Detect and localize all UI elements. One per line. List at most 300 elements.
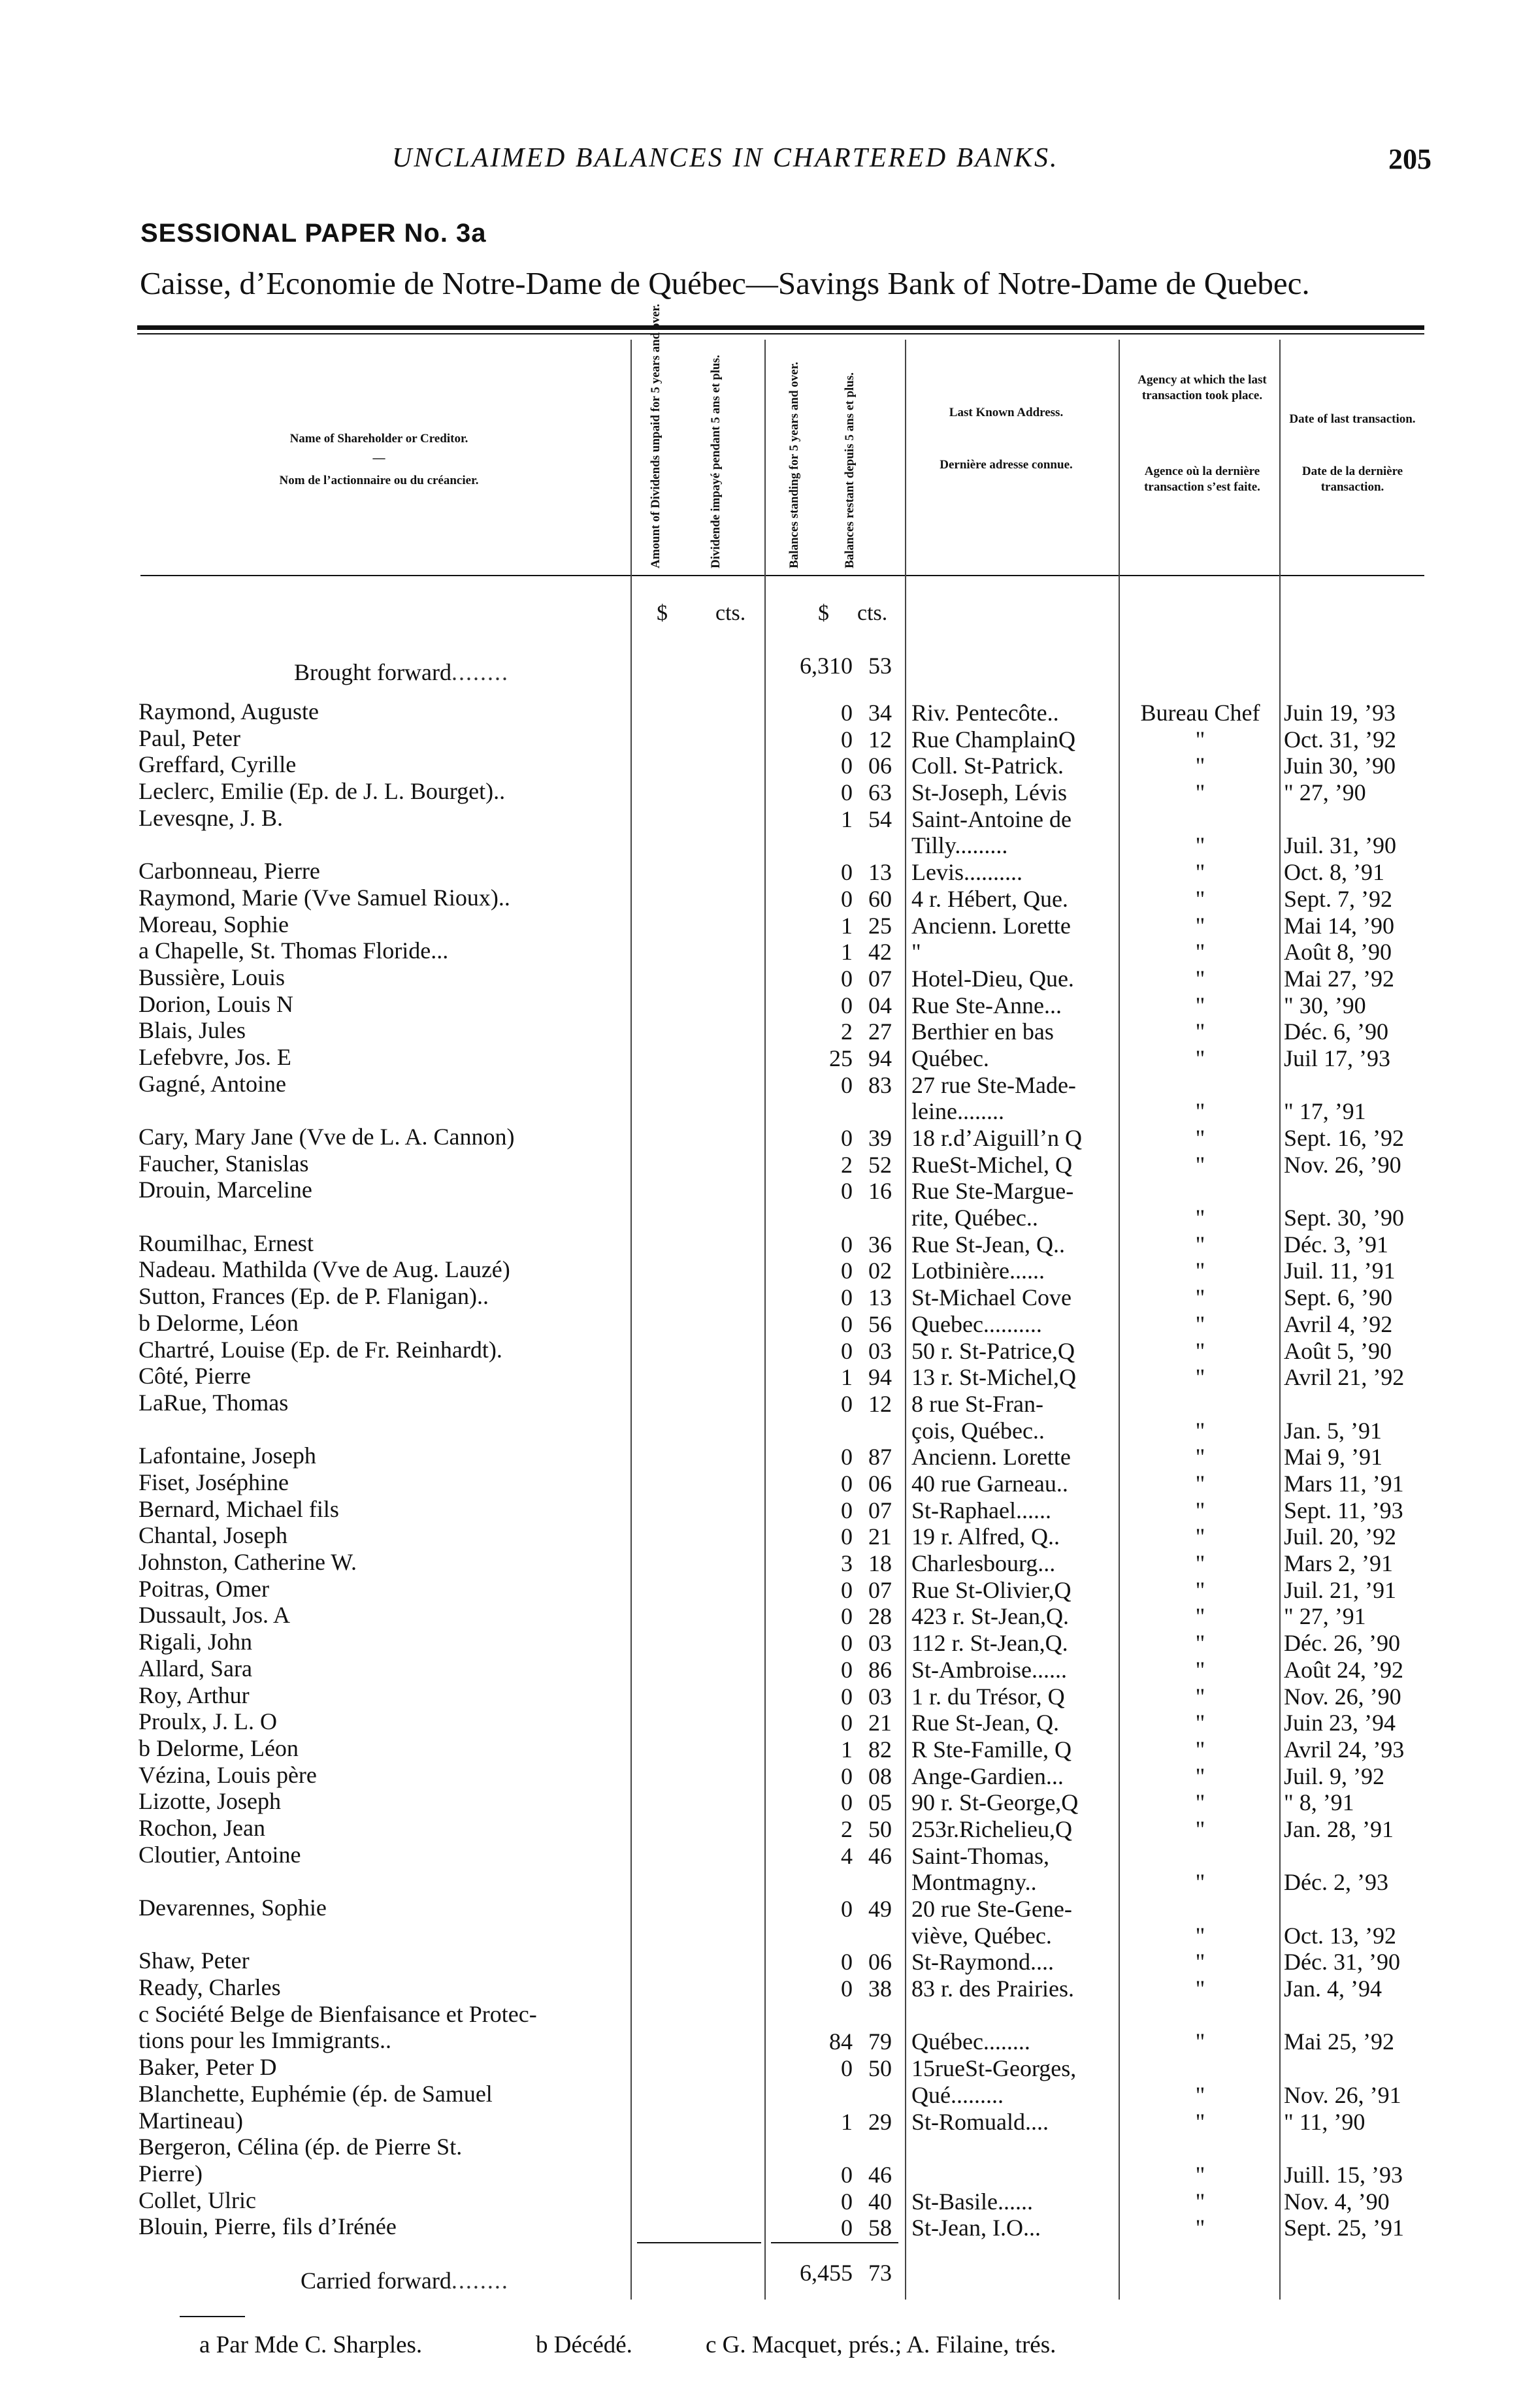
row-balance-dollars: 2 bbox=[841, 1816, 853, 1842]
row-name: Chantal, Joseph bbox=[139, 1522, 287, 1548]
row-date: Avril 21, ’92 bbox=[1284, 1364, 1405, 1390]
row-date: Jan. 5, ’91 bbox=[1284, 1418, 1382, 1444]
row-name: Johnston, Catherine W. bbox=[139, 1549, 357, 1575]
row-balance-cents: 56 bbox=[868, 1311, 892, 1337]
row-name: Carbonneau, Pierre bbox=[139, 858, 320, 884]
row-balance-cents: 21 bbox=[868, 1710, 892, 1736]
row-address: RueSt-Michel, Q bbox=[911, 1152, 1072, 1178]
row-agency: " bbox=[1195, 1550, 1205, 1576]
row-agency: " bbox=[1195, 2082, 1205, 2108]
row-agency: " bbox=[1195, 1577, 1205, 1603]
row-address: Montmagny.. bbox=[911, 1869, 1037, 1895]
row-balance-cents: 83 bbox=[868, 1072, 892, 1098]
row-date: Avril 4, ’92 bbox=[1284, 1311, 1393, 1337]
row-date: Déc. 3, ’91 bbox=[1284, 1231, 1388, 1258]
row-name: Lizotte, Joseph bbox=[139, 1788, 281, 1814]
row-name: Bergeron, Célina (ép. de Pierre St. bbox=[139, 2134, 463, 2160]
row-date: Juil. 11, ’91 bbox=[1284, 1258, 1396, 1284]
row-address: Québec. bbox=[911, 1045, 989, 1071]
header-name-sep: — bbox=[372, 451, 385, 465]
row-agency: " bbox=[1195, 2162, 1205, 2188]
row-date: Oct. 31, ’92 bbox=[1284, 726, 1396, 753]
header-name-fr: Nom de l’actionnaire ou du créancier. bbox=[279, 474, 479, 487]
row-name: Lafontaine, Joseph bbox=[139, 1442, 316, 1469]
row-balance-dollars: 84 bbox=[829, 2028, 853, 2055]
row-balance-cents: 60 bbox=[868, 886, 892, 912]
row-balance-dollars: 0 bbox=[841, 1338, 853, 1364]
row-address: Quebec.......... bbox=[911, 1311, 1042, 1337]
row-balance-dollars: 0 bbox=[841, 1603, 853, 1629]
row-name: Dussault, Jos. A bbox=[139, 1602, 291, 1628]
row-balance-dollars: 0 bbox=[841, 726, 853, 753]
row-address: viève, Québec. bbox=[911, 1923, 1052, 1949]
col-divider-address bbox=[1119, 340, 1120, 2300]
row-agency: " bbox=[1195, 753, 1205, 779]
footnote-b: b Décédé. bbox=[536, 2332, 632, 2358]
row-address: Rue St-Jean, Q.. bbox=[911, 1231, 1065, 1258]
row-balance-cents: 58 bbox=[868, 2215, 892, 2241]
row-date: Sept. 16, ’92 bbox=[1284, 1125, 1404, 1151]
row-agency: " bbox=[1195, 886, 1205, 912]
row-name: Ready, Charles bbox=[139, 1974, 281, 2000]
row-address: Ancienn. Lorette bbox=[911, 1444, 1071, 1470]
row-name: Raymond, Marie (Vve Samuel Rioux).. bbox=[139, 885, 510, 911]
row-balance-dollars: 0 bbox=[841, 1391, 853, 1417]
row-balance-cents: 12 bbox=[868, 1391, 892, 1417]
row-balance-cents: 07 bbox=[868, 966, 892, 992]
row-name: Shaw, Peter bbox=[139, 1947, 250, 1974]
row-balance-cents: 52 bbox=[868, 1152, 892, 1178]
row-balance-cents: 94 bbox=[868, 1045, 892, 1071]
row-agency: " bbox=[1195, 2188, 1205, 2215]
row-name: Greffard, Cyrille bbox=[139, 751, 297, 777]
row-agency: " bbox=[1195, 1152, 1205, 1178]
row-balance-cents: 50 bbox=[868, 1816, 892, 1842]
row-balance-dollars: 0 bbox=[841, 1311, 853, 1337]
sessional-paper: SESSIONAL PAPER No. 3a bbox=[140, 219, 487, 248]
col-divider-agency bbox=[1279, 340, 1281, 2300]
row-address: Riv. Pentecôte.. bbox=[911, 700, 1059, 726]
carried-forward-dollars: 6,455 bbox=[800, 2260, 853, 2286]
row-address: St-Ambroise...... bbox=[911, 1657, 1067, 1683]
brought-forward-cents: 53 bbox=[868, 653, 892, 679]
col-divider-dividends bbox=[764, 340, 766, 2300]
row-address: 4 r. Hébert, Que. bbox=[911, 886, 1068, 912]
row-address: 15rueSt-Georges, bbox=[911, 2055, 1077, 2081]
row-name: Bernard, Michael fils bbox=[139, 1496, 339, 1522]
row-balance-dollars: 0 bbox=[841, 1125, 853, 1151]
row-name: Devarennes, Sophie bbox=[139, 1895, 327, 1921]
row-address: 8 rue St-Fran- bbox=[911, 1391, 1043, 1417]
row-date: Oct. 13, ’92 bbox=[1284, 1923, 1396, 1949]
row-balance-dollars: 1 bbox=[841, 806, 853, 832]
row-agency: " bbox=[1195, 832, 1205, 858]
row-balance-dollars: 0 bbox=[841, 2188, 853, 2215]
row-date: Mai 27, ’92 bbox=[1284, 966, 1394, 992]
row-balance-dollars: 0 bbox=[841, 1949, 853, 1975]
row-balance-cents: 36 bbox=[868, 1231, 892, 1258]
row-name: Levesqne, J. B. bbox=[139, 805, 283, 831]
row-address: 13 r. St-Michel,Q bbox=[911, 1364, 1076, 1390]
row-balance-dollars: 0 bbox=[841, 966, 853, 992]
row-balance-dollars: 0 bbox=[841, 700, 853, 726]
row-balance-cents: 06 bbox=[868, 753, 892, 779]
row-balance-cents: 63 bbox=[868, 779, 892, 805]
row-agency: " bbox=[1195, 1311, 1205, 1337]
row-balance-cents: 02 bbox=[868, 1258, 892, 1284]
row-name: Blanchette, Euphémie (ép. de Samuel bbox=[139, 2081, 493, 2107]
row-date: Jan. 4, ’94 bbox=[1284, 1976, 1382, 2002]
header-address-en: Last Known Address. bbox=[949, 406, 1064, 419]
row-balance-dollars: 0 bbox=[841, 1763, 853, 1789]
row-agency: " bbox=[1195, 2028, 1205, 2055]
table-top-rule bbox=[137, 325, 1424, 330]
row-agency: " bbox=[1195, 1869, 1205, 1895]
row-agency: " bbox=[1195, 2215, 1205, 2241]
row-date: Juin 19, ’93 bbox=[1284, 700, 1396, 726]
row-agency: " bbox=[1195, 992, 1205, 1018]
header-date-fr: Date de la dernière transaction. bbox=[1301, 464, 1403, 494]
row-name: Proulx, J. L. O bbox=[139, 1708, 278, 1734]
row-balance-cents: 25 bbox=[868, 913, 892, 939]
row-agency: " bbox=[1195, 966, 1205, 992]
row-name: b Delorme, Léon bbox=[139, 1735, 299, 1761]
row-agency: " bbox=[1195, 1763, 1205, 1789]
row-date: Avril 24, ’93 bbox=[1284, 1736, 1405, 1763]
row-name: Rochon, Jean bbox=[139, 1815, 265, 1841]
row-balance-cents: 16 bbox=[868, 1178, 892, 1204]
row-name: Rigali, John bbox=[139, 1629, 253, 1655]
row-balance-dollars: 1 bbox=[841, 2109, 853, 2135]
row-date: Déc. 6, ’90 bbox=[1284, 1018, 1388, 1045]
row-balance-dollars: 4 bbox=[841, 1843, 853, 1869]
row-date: " 17, ’91 bbox=[1284, 1098, 1366, 1124]
row-date: Déc. 2, ’93 bbox=[1284, 1869, 1388, 1895]
row-balance-cents: 03 bbox=[868, 1630, 892, 1656]
row-agency: " bbox=[1195, 859, 1205, 885]
row-name: tions pour les Immigrants.. bbox=[139, 2027, 391, 2053]
row-balance-dollars: 0 bbox=[841, 753, 853, 779]
row-date: Août 5, ’90 bbox=[1284, 1338, 1392, 1364]
row-balance-dollars: 0 bbox=[841, 2162, 853, 2188]
row-balance-cents: 49 bbox=[868, 1896, 892, 1922]
row-date: Sept. 11, ’93 bbox=[1284, 1497, 1403, 1523]
row-date: Mars 2, ’91 bbox=[1284, 1550, 1393, 1576]
row-agency: " bbox=[1195, 1976, 1205, 2002]
row-balance-dollars: 0 bbox=[841, 1231, 853, 1258]
row-agency: " bbox=[1195, 939, 1205, 965]
brought-forward-dollars: 6,310 bbox=[800, 653, 853, 679]
row-address: 27 rue Ste-Made- bbox=[911, 1072, 1076, 1098]
row-balance-cents: 86 bbox=[868, 1657, 892, 1683]
row-balance-dollars: 0 bbox=[841, 859, 853, 885]
row-agency: " bbox=[1195, 913, 1205, 939]
row-balance-cents: 03 bbox=[868, 1684, 892, 1710]
header-dividends-en: Amount of Dividends unpaid for 5 years and over. bbox=[649, 304, 663, 568]
row-balance-dollars: 0 bbox=[841, 1178, 853, 1204]
row-address: 40 rue Garneau.. bbox=[911, 1471, 1068, 1497]
row-balance-dollars: 0 bbox=[841, 2215, 853, 2241]
row-balance-cents: 07 bbox=[868, 1577, 892, 1603]
col-divider-balances bbox=[905, 340, 906, 2300]
row-agency: " bbox=[1195, 1630, 1205, 1656]
row-address: Rue ChamplainQ bbox=[911, 726, 1075, 753]
row-address: leine........ bbox=[911, 1098, 1004, 1124]
row-balance-cents: 08 bbox=[868, 1763, 892, 1789]
row-address: çois, Québec.. bbox=[911, 1418, 1045, 1444]
row-agency: " bbox=[1195, 1205, 1205, 1231]
row-balance-cents: 38 bbox=[868, 1976, 892, 2002]
row-balance-cents: 28 bbox=[868, 1603, 892, 1629]
row-address: Hotel-Dieu, Que. bbox=[911, 966, 1074, 992]
row-date: " 27, ’91 bbox=[1284, 1603, 1366, 1629]
row-name: Allard, Sara bbox=[139, 1655, 252, 1682]
row-balance-dollars: 1 bbox=[841, 939, 853, 965]
row-balance-dollars: 0 bbox=[841, 886, 853, 912]
row-balance-cents: 27 bbox=[868, 1018, 892, 1045]
row-date: Nov. 4, ’90 bbox=[1284, 2188, 1390, 2215]
row-date: Mai 25, ’92 bbox=[1284, 2028, 1394, 2055]
header-address-fr: Dernière adresse connue. bbox=[940, 458, 1073, 472]
row-balance-cents: 40 bbox=[868, 2188, 892, 2215]
row-balance-cents: 03 bbox=[868, 1338, 892, 1364]
row-date: Jan. 28, ’91 bbox=[1284, 1816, 1394, 1842]
row-name: Pierre) bbox=[139, 2160, 203, 2187]
row-address: 90 r. St-George,Q bbox=[911, 1789, 1079, 1815]
footnote-c: c G. Macquet, prés.; A. Filaine, trés. bbox=[706, 2332, 1056, 2358]
row-name: Martineau) bbox=[139, 2107, 243, 2134]
carried-rule-balances bbox=[771, 2242, 898, 2243]
row-agency: " bbox=[1195, 1684, 1205, 1710]
row-agency: " bbox=[1195, 2109, 1205, 2135]
row-name: Fiset, Joséphine bbox=[139, 1469, 289, 1495]
row-name: Blais, Jules bbox=[139, 1017, 246, 1043]
row-balance-dollars: 1 bbox=[841, 1736, 853, 1763]
row-address: 18 r.d’Aiguill’n Q bbox=[911, 1125, 1082, 1151]
header-agency-en: Agency at which the last transaction took place. bbox=[1137, 373, 1267, 402]
row-name: Collet, Ulric bbox=[139, 2187, 256, 2213]
row-date: Nov. 26, ’90 bbox=[1284, 1152, 1401, 1178]
row-address: Québec........ bbox=[911, 2028, 1030, 2055]
row-balance-cents: 13 bbox=[868, 859, 892, 885]
row-balance-cents: 34 bbox=[868, 700, 892, 726]
row-agency: " bbox=[1195, 1125, 1205, 1151]
row-address: R Ste-Famille, Q bbox=[911, 1736, 1072, 1763]
row-name: Raymond, Auguste bbox=[139, 698, 319, 724]
row-balance-dollars: 0 bbox=[841, 1284, 853, 1310]
row-agency: " bbox=[1195, 1045, 1205, 1071]
row-balance-dollars: 0 bbox=[841, 1710, 853, 1736]
row-balance-cents: 06 bbox=[868, 1471, 892, 1497]
row-agency: " bbox=[1195, 1018, 1205, 1045]
row-date: Sept. 6, ’90 bbox=[1284, 1284, 1392, 1310]
row-address: Levis.......... bbox=[911, 859, 1023, 885]
row-address: Tilly......... bbox=[911, 832, 1008, 858]
row-agency: " bbox=[1195, 1284, 1205, 1310]
footnote-rule bbox=[180, 2316, 245, 2317]
row-address: St-Joseph, Lévis bbox=[911, 779, 1067, 805]
row-name: Vézina, Louis père bbox=[139, 1762, 317, 1788]
row-name: Nadeau. Mathilda (Vve de Aug. Lauzé) bbox=[139, 1256, 510, 1282]
row-agency: " bbox=[1195, 1923, 1205, 1949]
row-name: Roumilhac, Ernest bbox=[139, 1230, 314, 1256]
row-address: " bbox=[911, 939, 921, 965]
row-balance-dollars: 1 bbox=[841, 913, 853, 939]
row-agency: " bbox=[1195, 1364, 1205, 1390]
row-address: Berthier en bas bbox=[911, 1018, 1054, 1045]
row-date: Mars 11, ’91 bbox=[1284, 1471, 1404, 1497]
row-agency: " bbox=[1195, 1789, 1205, 1815]
row-name: Sutton, Frances (Ep. de P. Flanigan).. bbox=[139, 1283, 489, 1309]
row-date: Mai 14, ’90 bbox=[1284, 913, 1394, 939]
row-balance-cents: 04 bbox=[868, 992, 892, 1018]
row-address: St-Raphael...... bbox=[911, 1497, 1051, 1523]
table-top-rule-thin bbox=[137, 333, 1424, 334]
row-balance-cents: 79 bbox=[868, 2028, 892, 2055]
row-name: Blouin, Pierre, fils d’Irénée bbox=[139, 2213, 397, 2239]
row-balance-cents: 29 bbox=[868, 2109, 892, 2135]
row-date: Août 24, ’92 bbox=[1284, 1657, 1403, 1683]
row-date: " 8, ’91 bbox=[1284, 1789, 1354, 1815]
row-balance-dollars: 0 bbox=[841, 1471, 853, 1497]
row-name: Lefebvre, Jos. E bbox=[139, 1044, 291, 1070]
carried-rule-dividends bbox=[637, 2242, 761, 2243]
row-date: Mai 9, ’91 bbox=[1284, 1444, 1383, 1470]
row-date: Sept. 30, ’90 bbox=[1284, 1205, 1404, 1231]
row-name: Chartré, Louise (Ep. de Fr. Reinhardt). bbox=[139, 1337, 502, 1363]
row-balance-cents: 39 bbox=[868, 1125, 892, 1151]
row-balance-dollars: 0 bbox=[841, 992, 853, 1018]
row-balance-cents: 05 bbox=[868, 1789, 892, 1815]
balance-cents-label: cts. bbox=[857, 601, 888, 625]
col-divider-name bbox=[630, 340, 632, 2300]
row-name: Gagné, Antoine bbox=[139, 1071, 286, 1097]
row-address: Charlesbourg... bbox=[911, 1550, 1056, 1576]
row-address: Ancienn. Lorette bbox=[911, 913, 1071, 939]
row-name: c Société Belge de Bienfaisance et Protec- bbox=[139, 2001, 537, 2027]
row-date: Nov. 26, ’90 bbox=[1284, 1684, 1401, 1710]
row-name: Dorion, Louis N bbox=[139, 991, 293, 1017]
row-balance-dollars: 0 bbox=[841, 1497, 853, 1523]
row-balance-cents: 94 bbox=[868, 1364, 892, 1390]
row-date: Juin 30, ’90 bbox=[1284, 753, 1396, 779]
running-title: UNCLAIMED BALANCES IN CHARTERED BANKS. bbox=[392, 143, 1059, 173]
row-agency: " bbox=[1195, 1710, 1205, 1736]
row-balance-cents: 07 bbox=[868, 1497, 892, 1523]
row-agency: " bbox=[1195, 1471, 1205, 1497]
row-address: Saint-Antoine de bbox=[911, 806, 1072, 832]
row-name: Roy, Arthur bbox=[139, 1682, 250, 1708]
row-agency: " bbox=[1195, 1523, 1205, 1550]
row-date: Juil 17, ’93 bbox=[1284, 1045, 1391, 1071]
row-date: Juill. 15, ’93 bbox=[1284, 2162, 1403, 2188]
row-address: Ange-Gardien... bbox=[911, 1763, 1064, 1789]
row-name: Moreau, Sophie bbox=[139, 911, 289, 937]
row-balance-dollars: 1 bbox=[841, 1364, 853, 1390]
row-balance-cents: 06 bbox=[868, 1949, 892, 1975]
header-balances-fr: Balances restant depuis 5 ans et plus. bbox=[843, 372, 857, 568]
row-balance-cents: 50 bbox=[868, 2055, 892, 2081]
header-agency-fr: Agence où la dernière transaction s’est faite. bbox=[1144, 464, 1260, 494]
row-address: 83 r. des Prairies. bbox=[911, 1976, 1074, 2002]
row-address: St-Jean, I.O... bbox=[911, 2215, 1041, 2241]
row-balance-dollars: 0 bbox=[841, 1072, 853, 1098]
dividend-cents-label: cts. bbox=[715, 601, 746, 625]
row-name: b Delorme, Léon bbox=[139, 1310, 299, 1336]
row-name: Cloutier, Antoine bbox=[139, 1842, 301, 1868]
brought-forward-label: Brought forward........ bbox=[294, 659, 509, 685]
row-agency: " bbox=[1195, 1816, 1205, 1842]
row-date: Nov. 26, ’91 bbox=[1284, 2082, 1401, 2108]
row-agency: " bbox=[1195, 1258, 1205, 1284]
row-address: Rue Ste-Margue- bbox=[911, 1178, 1074, 1204]
row-balance-cents: 13 bbox=[868, 1284, 892, 1310]
carried-forward-cents: 73 bbox=[868, 2260, 892, 2286]
row-date: Déc. 31, ’90 bbox=[1284, 1949, 1400, 1975]
row-agency: " bbox=[1195, 1497, 1205, 1523]
row-agency: " bbox=[1195, 1444, 1205, 1470]
row-balance-dollars: 0 bbox=[841, 779, 853, 805]
row-address: St-Michael Cove bbox=[911, 1284, 1072, 1310]
row-date: Août 8, ’90 bbox=[1284, 939, 1392, 965]
row-balance-dollars: 0 bbox=[841, 2055, 853, 2081]
row-agency: " bbox=[1195, 1603, 1205, 1629]
row-date: Juil. 21, ’91 bbox=[1284, 1577, 1397, 1603]
row-address: 1 r. du Trésor, Q bbox=[911, 1684, 1065, 1710]
header-date-en: Date of last transaction. bbox=[1289, 412, 1416, 426]
row-name: LaRue, Thomas bbox=[139, 1390, 289, 1416]
dividend-dollar-label: $ bbox=[657, 601, 668, 625]
row-agency: " bbox=[1195, 779, 1205, 805]
row-balance-cents: 18 bbox=[868, 1550, 892, 1576]
row-agency: " bbox=[1195, 1098, 1205, 1124]
row-balance-cents: 46 bbox=[868, 2162, 892, 2188]
row-balance-cents: 21 bbox=[868, 1523, 892, 1550]
row-address: Coll. St-Patrick. bbox=[911, 753, 1064, 779]
row-address: 50 r. St-Patrice,Q bbox=[911, 1338, 1075, 1364]
row-balance-dollars: 0 bbox=[841, 1684, 853, 1710]
row-agency: " bbox=[1195, 1736, 1205, 1763]
header-bottom-rule bbox=[140, 575, 1424, 576]
row-address: Qué......... bbox=[911, 2082, 1004, 2108]
row-address: 253r.Richelieu,Q bbox=[911, 1816, 1072, 1842]
row-balance-dollars: 0 bbox=[841, 1577, 853, 1603]
row-balance-cents: 12 bbox=[868, 726, 892, 753]
carried-forward-label: Carried forward........ bbox=[301, 2268, 509, 2294]
row-date: Sept. 25, ’91 bbox=[1284, 2215, 1404, 2241]
row-date: " 27, ’90 bbox=[1284, 779, 1366, 805]
row-name: Faucher, Stanislas bbox=[139, 1150, 309, 1177]
row-agency: " bbox=[1195, 1657, 1205, 1683]
row-balance-dollars: 0 bbox=[841, 1657, 853, 1683]
row-address: 19 r. Alfred, Q.. bbox=[911, 1523, 1060, 1550]
row-date: Déc. 26, ’90 bbox=[1284, 1630, 1400, 1656]
row-agency: " bbox=[1195, 1418, 1205, 1444]
row-date: Sept. 7, ’92 bbox=[1284, 886, 1392, 912]
row-agency: " bbox=[1195, 1338, 1205, 1364]
row-balance-cents: 54 bbox=[868, 806, 892, 832]
footnote-a: a Par Mde C. Sharples. bbox=[199, 2332, 423, 2358]
row-agency: " bbox=[1195, 1231, 1205, 1258]
row-name: Côté, Pierre bbox=[139, 1363, 251, 1389]
row-address: St-Romuald.... bbox=[911, 2109, 1049, 2135]
row-date: " 11, ’90 bbox=[1284, 2109, 1366, 2135]
row-address: St-Raymond.... bbox=[911, 1949, 1055, 1975]
row-name: Baker, Peter D bbox=[139, 2054, 277, 2080]
row-balance-cents: 82 bbox=[868, 1736, 892, 1763]
bank-title: Caisse, d’Economie de Notre-Dame de Québec—Savings Bank of Notre-Dame de Quebec. bbox=[140, 265, 1310, 301]
row-balance-dollars: 3 bbox=[841, 1550, 853, 1576]
